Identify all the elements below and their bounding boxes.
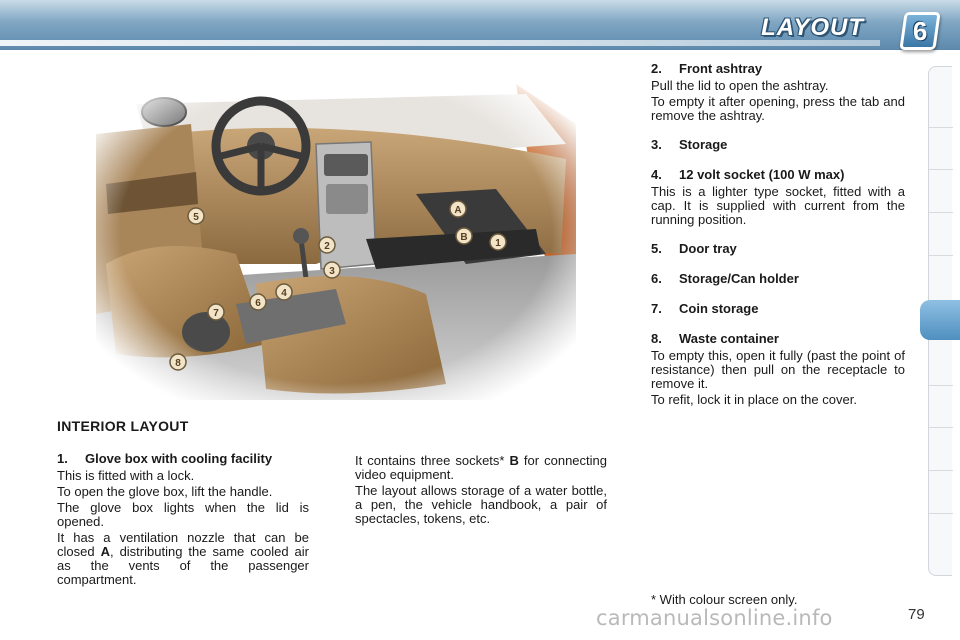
item-1-p4 xyxy=(57,531,309,587)
svg-text:1: 1 xyxy=(495,238,501,249)
callout-4 xyxy=(276,284,292,300)
svg-text:3: 3 xyxy=(329,266,335,277)
item-4-p1: This is a lighter type socket, fitted with a cap. It is supplied with current from the running position. xyxy=(651,184,905,227)
page-title: LAYOUT xyxy=(761,14,864,41)
item-1-p1: This is fitted with a lock. xyxy=(57,468,195,483)
callout-3 xyxy=(324,262,340,278)
item-1-p4-b: , distributing the same cooled air as the vents of the passenger compartment. xyxy=(57,544,309,587)
item-3-number: 3. xyxy=(651,137,662,152)
item-1-title: Glove box with cooling facility xyxy=(85,451,273,466)
item-3-title: Storage xyxy=(679,137,728,152)
tab-divider xyxy=(929,385,953,386)
item-1-number: 1. xyxy=(57,451,68,466)
item-6-title: Storage/Can holder xyxy=(679,271,799,286)
item-7-heading xyxy=(651,301,905,317)
svg-text:B: B xyxy=(460,232,468,243)
chapter-number: 6 xyxy=(912,15,928,46)
page-number: 79 xyxy=(908,606,925,623)
items-2-8-block xyxy=(651,61,905,407)
watermark: carmanualsonline.info xyxy=(596,606,833,630)
item-5-title: Door tray xyxy=(679,241,737,256)
tab-divider xyxy=(929,212,953,213)
svg-text:4: 4 xyxy=(281,288,287,299)
item-6-number: 6. xyxy=(651,271,662,286)
item-7-number: 7. xyxy=(651,301,662,316)
header-stripe xyxy=(0,40,880,46)
tab-divider xyxy=(929,470,953,471)
callout-8 xyxy=(170,354,186,370)
item-1-p2: To open the glove box, lift the handle. xyxy=(57,484,273,499)
item-2-title: Front ashtray xyxy=(679,61,763,76)
interior-drawing xyxy=(96,64,576,400)
item-1-p5-b: for connecting video equipment. xyxy=(355,453,607,482)
callout-5 xyxy=(188,208,204,224)
item-1-block xyxy=(57,451,309,587)
svg-text:5: 5 xyxy=(193,212,199,223)
item-2-p2: To empty it after opening, press the tab and remove the ashtray. xyxy=(651,94,905,123)
item-4-title: 12 volt socket (100 W max) xyxy=(679,167,845,182)
chapter-tab-active[interactable] xyxy=(920,300,960,340)
tab-divider xyxy=(929,127,953,128)
svg-text:A: A xyxy=(454,205,462,216)
item-3-heading xyxy=(651,137,905,153)
item-8-title: Waste container xyxy=(679,331,779,346)
item-1-p4-a: It has a ventilation nozzle that can be closed xyxy=(57,530,309,559)
callout-1 xyxy=(490,234,506,250)
tab-divider xyxy=(929,255,953,256)
section-title: INTERIOR LAYOUT xyxy=(57,418,189,434)
item-1-heading xyxy=(57,451,309,467)
item-1-p5 xyxy=(355,454,607,482)
interior-illustration xyxy=(96,64,576,400)
tab-divider xyxy=(929,427,953,428)
svg-text:8: 8 xyxy=(175,358,181,369)
tab-divider xyxy=(929,169,953,170)
item-2-number: 2. xyxy=(651,61,662,76)
svg-text:6: 6 xyxy=(255,298,261,309)
tab-divider xyxy=(929,513,953,514)
item-1-p5-a: It contains three sockets* xyxy=(355,453,510,468)
chapter-badge xyxy=(899,12,940,50)
item-1-p5-ref: B xyxy=(509,453,519,468)
item-8-heading xyxy=(651,331,905,347)
svg-text:7: 7 xyxy=(213,308,219,319)
callout-7 xyxy=(208,304,224,320)
item-8-p2: To refit, lock it in place on the cover. xyxy=(651,392,857,407)
item-1-p6: The layout allows storage of a water bottle, a pen, the vehicle handbook, a pair of spectacles, tokens, etc. xyxy=(355,483,607,526)
item-2-heading xyxy=(651,61,905,77)
callout-A xyxy=(450,201,466,217)
item-5-number: 5. xyxy=(651,241,662,256)
item-6-heading xyxy=(651,271,905,287)
item-5-heading xyxy=(651,241,905,257)
header-band xyxy=(0,0,960,50)
footnote: * With colour screen only. xyxy=(651,592,798,607)
item-1-p4-ref: A xyxy=(100,544,110,559)
item-8-number: 8. xyxy=(651,331,662,346)
item-2-p1: Pull the lid to open the ashtray. xyxy=(651,78,829,93)
callout-B xyxy=(456,228,472,244)
item-7-title: Coin storage xyxy=(679,301,759,316)
item-4-heading xyxy=(651,167,905,183)
svg-text:2: 2 xyxy=(324,241,330,252)
item-1-continued xyxy=(355,452,607,526)
callout-2 xyxy=(319,237,335,253)
item-8-p1: To empty this, open it fully (past the point of resistance) then pull on the receptacle to remove it. xyxy=(651,348,905,391)
callout-6 xyxy=(250,294,266,310)
item-4-number: 4. xyxy=(651,167,662,182)
item-1-p3: The glove box lights when the lid is opened. xyxy=(57,500,309,529)
